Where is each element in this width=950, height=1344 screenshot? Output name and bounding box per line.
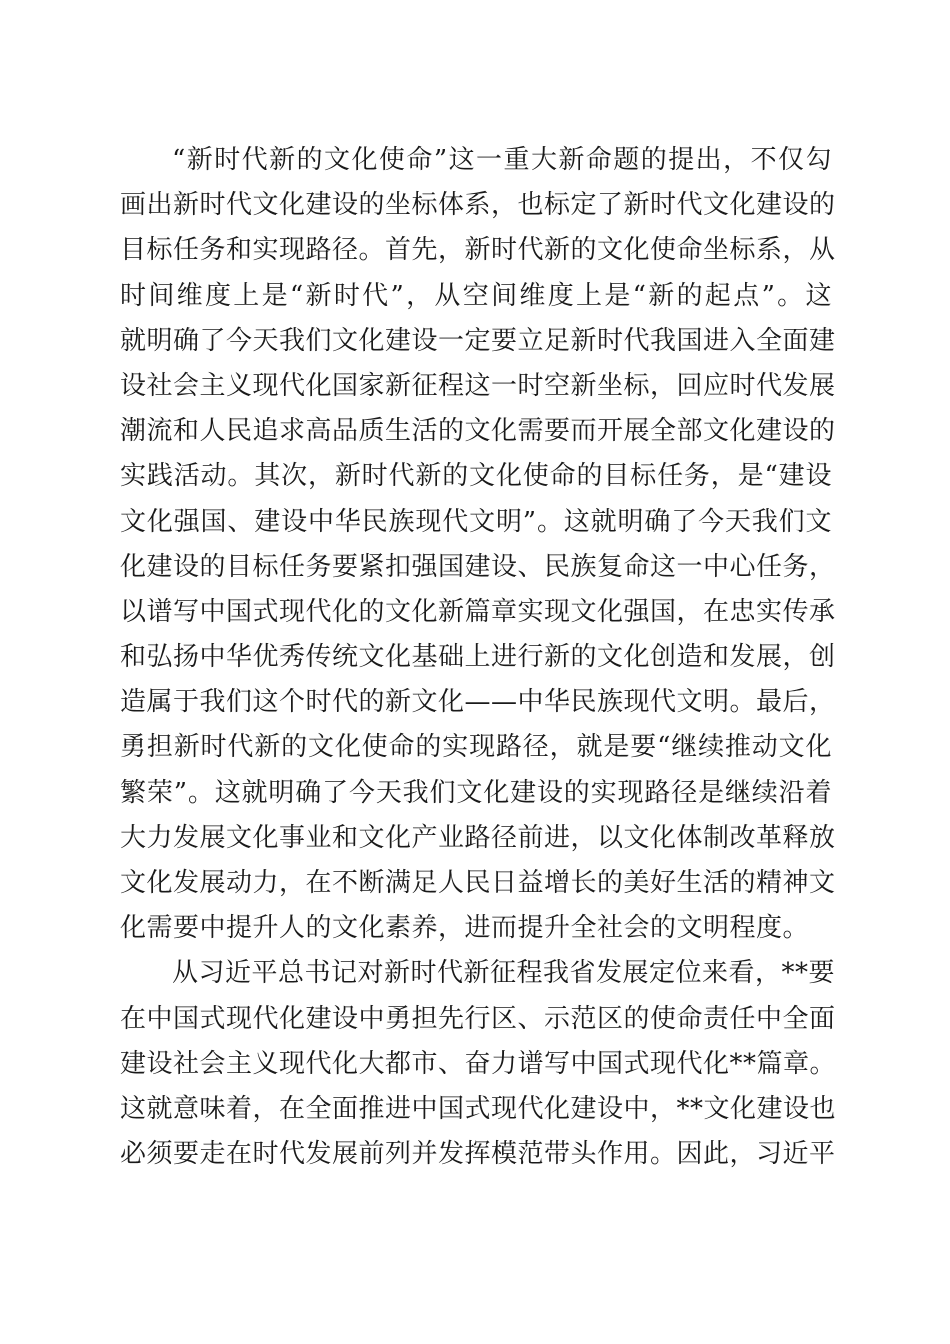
text-line: 建设社会主义现代化大都市、奋力谱写中国式现代化**篇章。 [120, 1048, 837, 1079]
text-line: 画出新时代文化建设的坐标体系，也标定了新时代文化建设的 [120, 190, 836, 221]
text-line: “新时代新的文化使命”这一重大新命题的提出，不仅勾 [172, 145, 832, 175]
text-line: 这就意味着，在全面推进中国式现代化建设中，**文化建设也 [120, 1093, 837, 1124]
text-line: 潮流和人民追求高品质生活的文化需要而开展全部文化建设的 [120, 416, 836, 447]
text-line: 在中国式现代化建设中勇担先行区、示范区的使命责任中全面 [120, 1003, 836, 1034]
text-line: 大力发展文化事业和文化产业路径前进，以文化体制改革释放 [120, 822, 836, 853]
text-line: 从习近平总书记对新时代新征程我省发展定位来看，**要 [172, 958, 836, 989]
paragraph-cultural-mission [120, 138, 836, 951]
text-line: 必须要走在时代发展前列并发挥模范带头作用。因此，习近平 [120, 1139, 836, 1170]
paragraph-development-positioning [120, 951, 837, 1177]
text-line: 以谱写中国式现代化的文化新篇章实现文化强国，在忠实传承 [120, 596, 836, 627]
text-line: 繁荣”。这就明确了今天我们文化建设的实现路径是继续沿着 [120, 777, 832, 808]
text-line: 文化发展动力，在不断满足人民日益增长的美好生活的精神文 [120, 868, 836, 898]
text-line: 就明确了今天我们文化建设一定要立足新时代我国进入全面建 [120, 325, 836, 356]
text-line: 勇担新时代新的文化使命的实现路径，就是要“继续推动文化 [120, 732, 832, 763]
text-line: 目标任务和实现路径。首先，新时代新的文化使命坐标系，从 [120, 235, 836, 266]
text-line: 文化强国、建设中华民族现代文明”。这就明确了今天我们文 [120, 506, 832, 537]
text-line: 实践活动。其次，新时代新的文化使命的目标任务，是“建设 [120, 461, 832, 492]
text-line: 化建设的目标任务要紧扣强国建设、民族复命这一中心任务， [120, 551, 836, 582]
text-line: 时间维度上是“新时代”，从空间维度上是“新的起点”。这 [120, 280, 832, 311]
text-line: 设社会主义现代化国家新征程这一时空新坐标，回应时代发展 [120, 370, 836, 401]
text-line: 和弘扬中华优秀传统文化基础上进行新的文化创造和发展，创 [120, 642, 836, 673]
text-line: 造属于我们这个时代的新文化——中华民族现代文明。最后， [120, 687, 836, 718]
text-line: 化需要中提升人的文化素养，进而提升全社会的文明程度。 [120, 913, 810, 944]
document-body [120, 138, 837, 1177]
